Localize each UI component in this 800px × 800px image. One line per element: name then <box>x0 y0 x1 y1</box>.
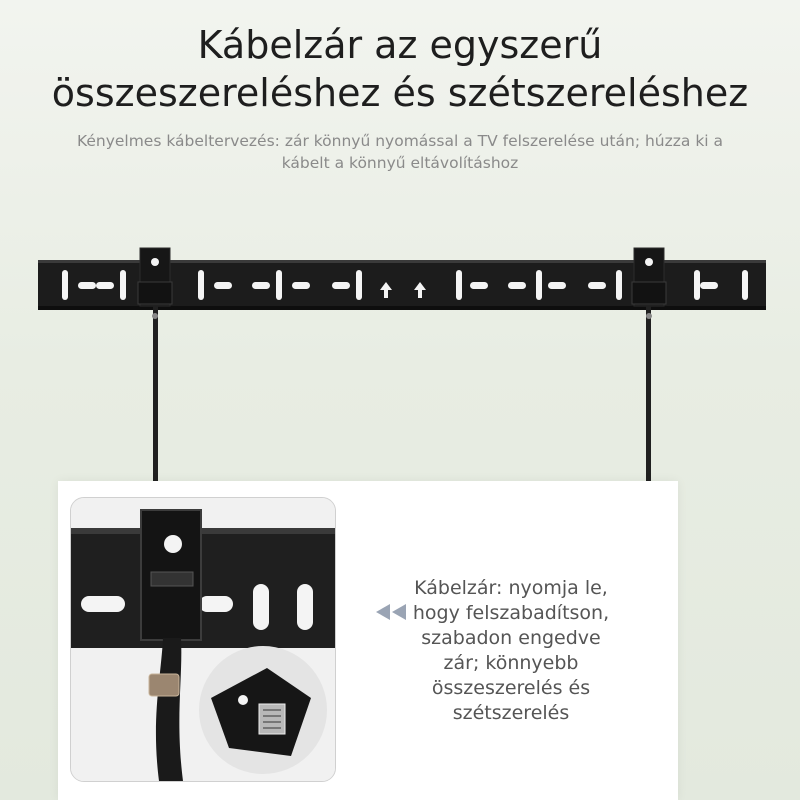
page-title-line-2: összeszereléshez és szétszereléshez <box>51 71 749 115</box>
page-title-line-1: Kábelzár az egyszerű <box>197 23 603 67</box>
detail-card <box>58 481 678 800</box>
caption-line: Kábelzár: nyomja le, <box>414 577 608 599</box>
caption-line: zár; könnyebb <box>443 652 579 674</box>
cable-lock-caption <box>388 576 634 726</box>
subtitle-line-1: Kényelmes kábeltervezés: zár könnyű nyomással a TV felszerelése után; húzza ki a <box>76 132 724 150</box>
caption-line: szétszerelés <box>452 702 570 724</box>
cable-lock-closeup-image <box>70 497 336 782</box>
caption-line: szabadon engedve <box>421 627 601 649</box>
tv-wall-mount-image <box>0 240 800 490</box>
subtitle-line-2: kábelt a könnyű eltávolításhoz <box>281 154 519 172</box>
cable-lock-closeup-icon <box>71 498 335 781</box>
caption-line: összeszerelés és <box>431 677 591 699</box>
tv-wall-mount-bracket-icon <box>0 240 800 490</box>
caption-line: hogy felszabadítson, <box>412 602 610 624</box>
